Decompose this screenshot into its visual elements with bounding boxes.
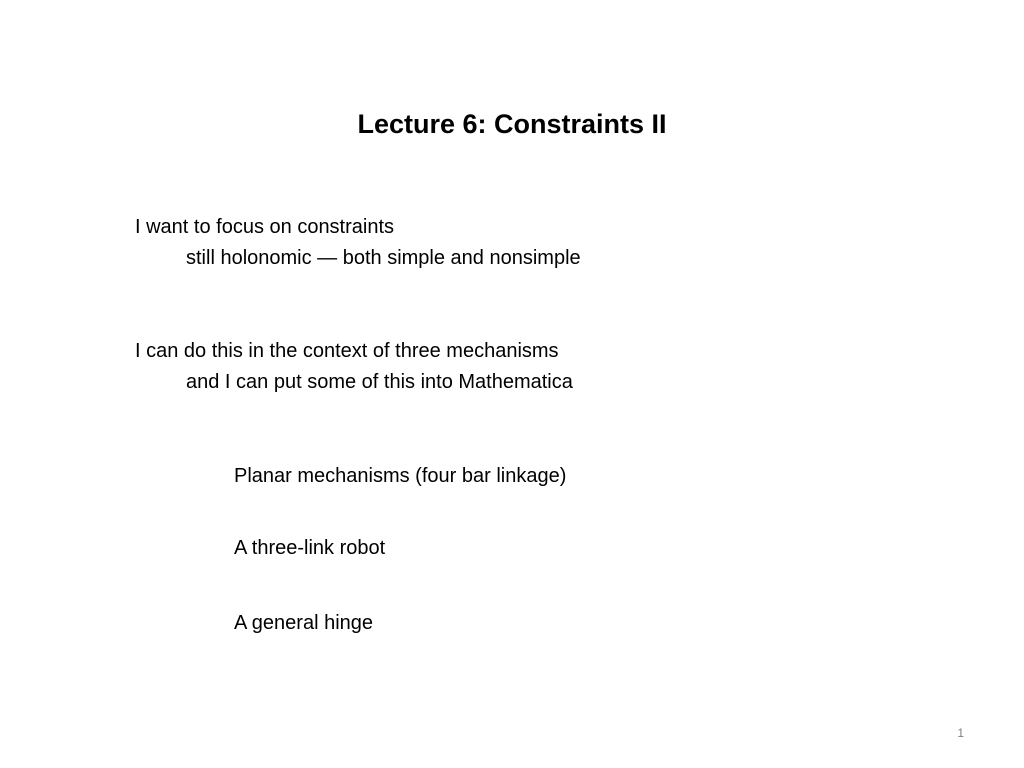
page-number: 1 [957,726,964,740]
mechanism-item: A general hinge [234,612,374,634]
block1-sub-text: still holonomic — both simple and nonsimple [186,247,581,269]
mechanism-item: Planar mechanisms (four bar linkage) [234,465,567,487]
block2-sub-text: and I can put some of this into Mathematica [186,371,573,393]
block1-main-text: I want to focus on constraints [135,216,395,238]
mechanism-item: A three-link robot [234,537,386,559]
slide-title: Lecture 6: Constraints II [357,109,667,139]
block2-main-text: I can do this in the context of three mechanisms [135,340,559,362]
